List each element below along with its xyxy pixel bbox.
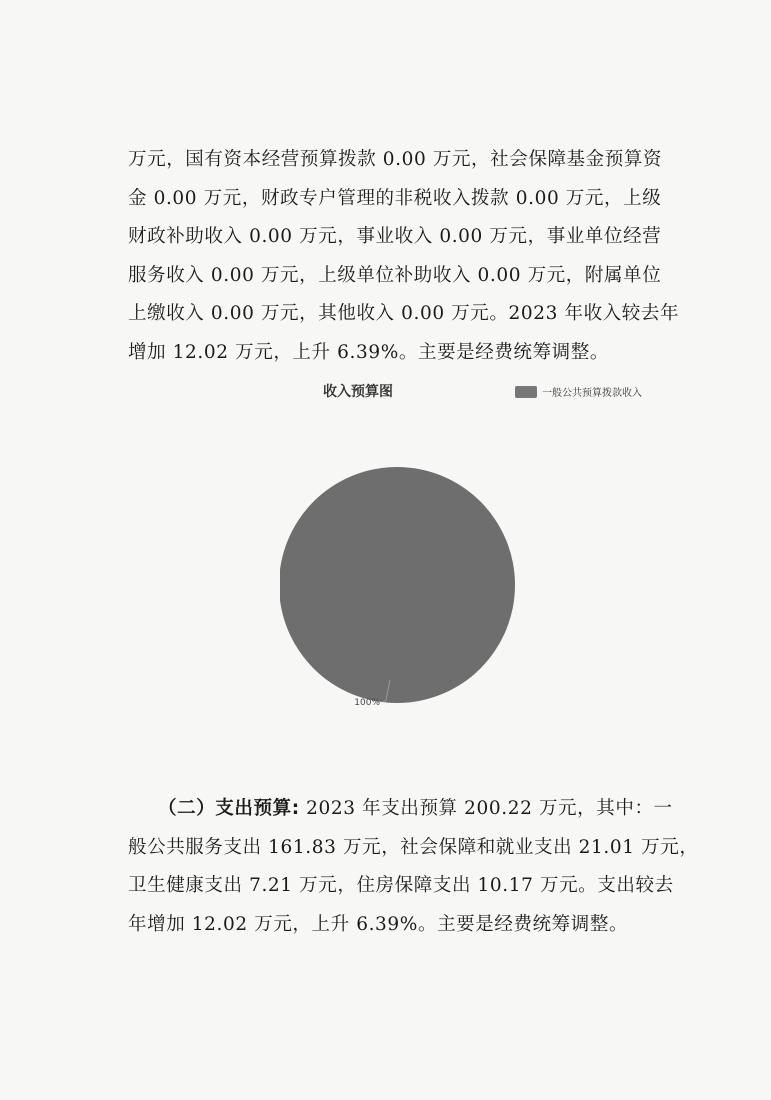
slice-data-label: 100% xyxy=(354,698,380,708)
legend-swatch xyxy=(515,386,537,398)
text-line: 般公共服务支出 161.83 万元，社会保障和就业支出 21.01 万元， xyxy=(128,836,699,858)
text-line: 金 0.00 万元，财政专户管理的非税收入拨款 0.00 万元，上级 xyxy=(128,187,662,209)
expenditure-paragraph xyxy=(128,790,699,944)
text-line: 卫生健康支出 7.21 万元，住房保障支出 10.17 万元。支出较去 xyxy=(128,875,674,896)
chart-legend xyxy=(515,386,642,399)
pie-slices xyxy=(280,467,515,703)
legend-label: 一般公共预算拨款收入 xyxy=(542,388,642,399)
pie-slice xyxy=(280,467,515,703)
income-budget-pie-chart xyxy=(280,380,720,740)
text-line: 年增加 12.02 万元，上升 6.39%。主要是经费统筹调整。 xyxy=(128,913,629,935)
text-line: 增加 12.02 万元，上升 6.39%。主要是经费统筹调整。 xyxy=(128,341,609,363)
text-line: 财政补助收入 0.00 万元，事业收入 0.00 万元，事业单位经营 xyxy=(128,226,662,247)
text-line: 上缴收入 0.00 万元，其他收入 0.00 万元。2023 年收入较去年 xyxy=(128,303,680,324)
section-heading: （二）支出预算: xyxy=(158,798,300,819)
income-paragraph xyxy=(128,141,680,372)
text-line-body: 2023 年支出预算 200.22 万元，其中：一 xyxy=(299,798,673,819)
text-line xyxy=(128,790,673,829)
text-line: 万元，国有资本经营预算拨款 0.00 万元，社会保障基金预算资 xyxy=(128,149,663,170)
text-line: 服务收入 0.00 万元，上级单位补助收入 0.00 万元，附属单位 xyxy=(128,264,662,286)
chart-title: 收入预算图 xyxy=(323,384,393,400)
